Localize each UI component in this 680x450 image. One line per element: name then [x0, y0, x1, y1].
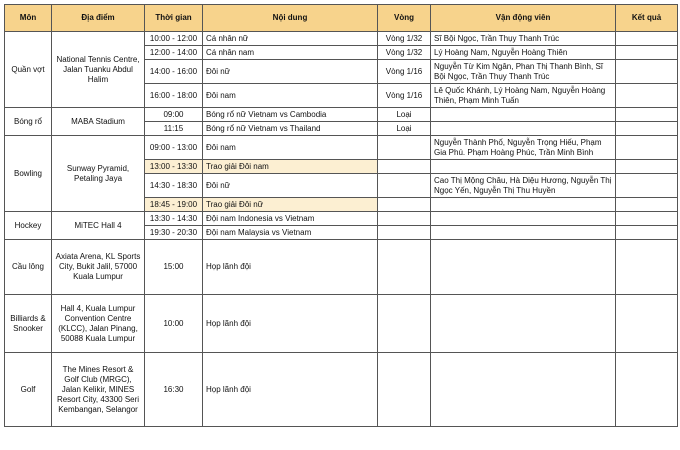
round-cell	[378, 136, 431, 160]
time-cell: 16:30	[145, 353, 203, 427]
venue-bowling: Sunway Pyramid, Petaling Jaya	[52, 136, 145, 212]
time-cell: 11:15	[145, 122, 203, 136]
venue-golf: The Mines Resort & Golf Club (MRGC), Jalan Kelikir, MINES Resort City, 43300 Seri Kembangan, Selangor	[52, 353, 145, 427]
content-cell: Trao giải Đôi nam	[203, 160, 378, 174]
content-cell: Bóng rổ nữ Vietnam vs Cambodia	[203, 108, 378, 122]
venue-hockey: MiTEC Hall 4	[52, 212, 145, 240]
time-cell: 12:00 - 14:00	[145, 46, 203, 60]
content-cell: Đội nam Indonesia vs Vietnam	[203, 212, 378, 226]
header-venue: Địa điểm	[52, 5, 145, 32]
athletes-cell: Lê Quốc Khánh, Lý Hoàng Nam, Nguyễn Hoàng Thiên, Phạm Minh Tuấn	[431, 84, 616, 108]
round-cell: Vòng 1/16	[378, 84, 431, 108]
header-content: Nội dung	[203, 5, 378, 32]
venue-badminton: Axiata Arena, KL Sports City, Bukit Jalil, 57000 Kuala Lumpur	[52, 240, 145, 295]
venue-tennis: National Tennis Centre, Jalan Tuanku Abdul Halim	[52, 32, 145, 108]
sport-basketball: Bóng rổ	[5, 108, 52, 136]
athletes-cell: Sĩ Bội Ngọc, Trần Thụy Thanh Trúc	[431, 32, 616, 46]
result-cell	[616, 212, 678, 226]
sport-golf: Golf	[5, 353, 52, 427]
sport-hockey: Hockey	[5, 212, 52, 240]
content-cell: Đôi nam	[203, 84, 378, 108]
sport-badminton: Cầu lông	[5, 240, 52, 295]
sport-tennis: Quần vợt	[5, 32, 52, 108]
athletes-cell	[431, 212, 616, 226]
content-cell: Họp lãnh đội	[203, 353, 378, 427]
result-cell	[616, 353, 678, 427]
time-cell: 14:30 - 18:30	[145, 174, 203, 198]
header-round: Vòng	[378, 5, 431, 32]
content-cell: Đôi nữ	[203, 174, 378, 198]
round-cell	[378, 353, 431, 427]
result-cell	[616, 240, 678, 295]
round-cell: Vòng 1/16	[378, 60, 431, 84]
sport-billiards: Billiards & Snooker	[5, 295, 52, 353]
round-cell	[378, 240, 431, 295]
round-cell	[378, 198, 431, 212]
sport-bowling: Bowling	[5, 136, 52, 212]
content-cell: Đôi nam	[203, 136, 378, 160]
result-cell	[616, 32, 678, 46]
content-cell: Trao giải Đôi nữ	[203, 198, 378, 212]
round-cell: Loại	[378, 108, 431, 122]
time-cell: 16:00 - 18:00	[145, 84, 203, 108]
venue-billiards: Hall 4, Kuala Lumpur Convention Centre (KLCC), Jalan Pinang, 50088 Kuala Lumpur	[52, 295, 145, 353]
result-cell	[616, 136, 678, 160]
content-cell: Họp lãnh đội	[203, 295, 378, 353]
time-cell: 14:00 - 16:00	[145, 60, 203, 84]
round-cell	[378, 160, 431, 174]
result-cell	[616, 198, 678, 212]
athletes-cell	[431, 295, 616, 353]
athletes-cell	[431, 226, 616, 240]
round-cell	[378, 295, 431, 353]
header-sport: Môn	[5, 5, 52, 32]
result-cell	[616, 226, 678, 240]
content-cell: Cá nhân nữ	[203, 32, 378, 46]
round-cell	[378, 226, 431, 240]
athletes-cell: Nguyễn Thành Phố, Nguyễn Trọng Hiếu, Phạm Gia Phú. Phạm Hoàng Phúc, Trần Minh Bình	[431, 136, 616, 160]
athletes-cell: Nguyễn Từ Kim Ngân, Phan Thị Thanh Bình, Sĩ Bội Ngọc, Trần Thụy Thanh Trúc	[431, 60, 616, 84]
athletes-cell	[431, 353, 616, 427]
athletes-cell: Cao Thị Mộng Châu, Hà Diệu Hương, Nguyễn Thị Ngọc Yến, Nguyễn Thị Thu Huyền	[431, 174, 616, 198]
round-cell	[378, 174, 431, 198]
result-cell	[616, 60, 678, 84]
athletes-cell	[431, 160, 616, 174]
athletes-cell	[431, 198, 616, 212]
round-cell: Vòng 1/32	[378, 46, 431, 60]
result-cell	[616, 122, 678, 136]
table-row	[5, 108, 678, 122]
table-row	[5, 212, 678, 226]
time-cell: 09:00	[145, 108, 203, 122]
round-cell: Vòng 1/32	[378, 32, 431, 46]
round-cell	[378, 212, 431, 226]
athletes-cell: Lý Hoàng Nam, Nguyễn Hoàng Thiên	[431, 46, 616, 60]
venue-basketball: MABA Stadium	[52, 108, 145, 136]
athletes-cell	[431, 122, 616, 136]
schedule-table	[4, 4, 678, 427]
content-cell: Họp lãnh đội	[203, 240, 378, 295]
header-row	[5, 5, 678, 32]
content-cell: Bóng rổ nữ Vietnam vs Thailand	[203, 122, 378, 136]
result-cell	[616, 295, 678, 353]
header-result: Kết quả	[616, 5, 678, 32]
result-cell	[616, 84, 678, 108]
round-cell: Loại	[378, 122, 431, 136]
table-row	[5, 295, 678, 353]
time-cell: 15:00	[145, 240, 203, 295]
athletes-cell	[431, 240, 616, 295]
athletes-cell	[431, 108, 616, 122]
content-cell: Cá nhân nam	[203, 46, 378, 60]
table-row	[5, 136, 678, 160]
result-cell	[616, 108, 678, 122]
table-row	[5, 353, 678, 427]
time-cell: 13:00 - 13:30	[145, 160, 203, 174]
result-cell	[616, 160, 678, 174]
time-cell: 13:30 - 14:30	[145, 212, 203, 226]
content-cell: Đôi nữ	[203, 60, 378, 84]
time-cell: 18:45 - 19:00	[145, 198, 203, 212]
time-cell: 19:30 - 20:30	[145, 226, 203, 240]
table-row	[5, 240, 678, 295]
result-cell	[616, 46, 678, 60]
table-row	[5, 32, 678, 46]
time-cell: 09:00 - 13:00	[145, 136, 203, 160]
time-cell: 10:00 - 12:00	[145, 32, 203, 46]
result-cell	[616, 174, 678, 198]
time-cell: 10:00	[145, 295, 203, 353]
header-time: Thời gian	[145, 5, 203, 32]
header-athletes: Vận động viên	[431, 5, 616, 32]
content-cell: Đội nam Malaysia vs Vietnam	[203, 226, 378, 240]
